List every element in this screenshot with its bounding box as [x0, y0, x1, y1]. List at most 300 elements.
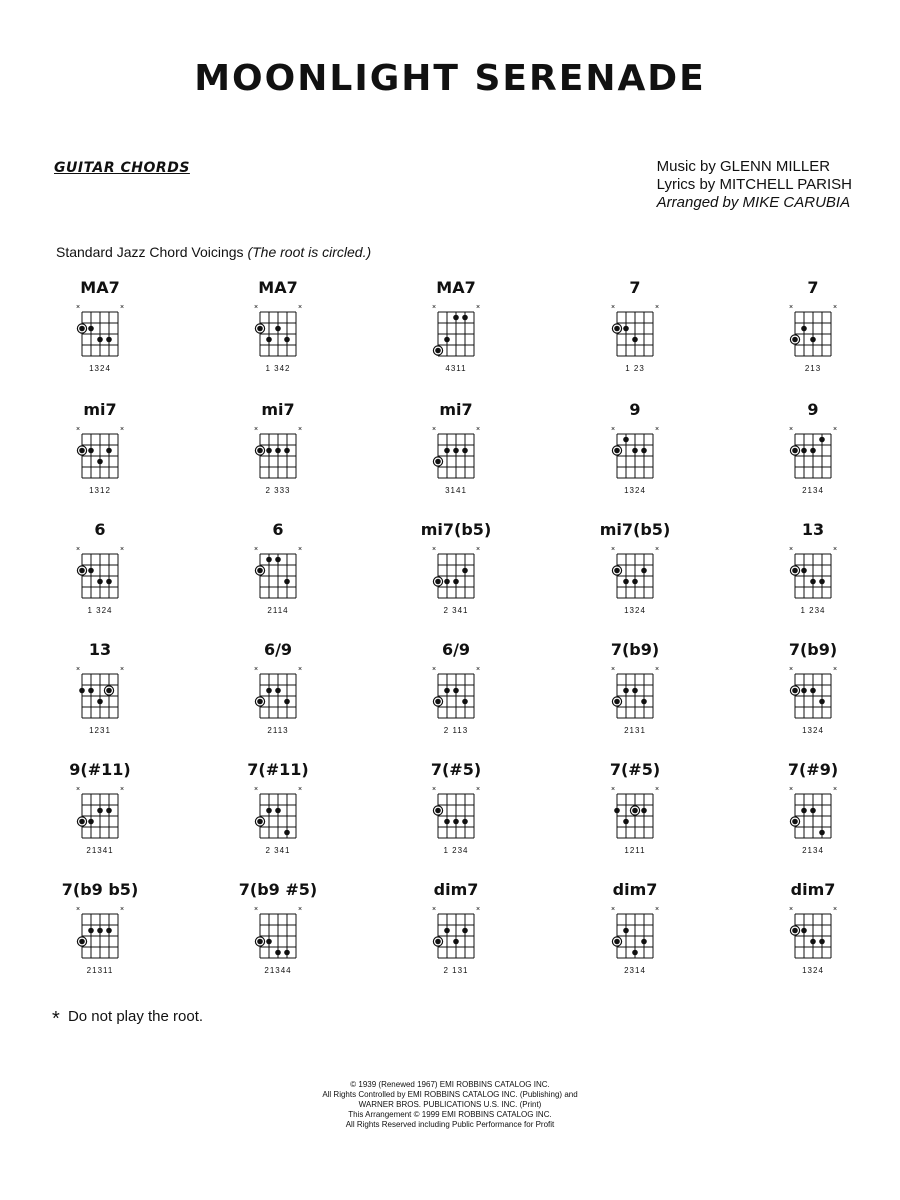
muted-string-mark: × — [610, 304, 616, 311]
finger-dot — [632, 448, 638, 454]
muted-string-mark: × — [119, 546, 125, 553]
fingering-numbers: 21311 — [86, 966, 114, 975]
finger-dot — [444, 819, 450, 825]
finger-dot — [257, 448, 263, 454]
fretboard-grid — [411, 902, 501, 964]
finger-dot — [462, 568, 468, 574]
muted-string-mark: × — [610, 546, 616, 553]
finger-dot — [97, 699, 103, 705]
chord-name: 6/9 — [263, 640, 293, 659]
finger-dot — [462, 928, 468, 934]
finger-dot — [614, 808, 620, 814]
fingering-numbers: 1 234 — [800, 606, 826, 615]
muted-string-mark: × — [832, 906, 838, 913]
fingering-numbers: 1 342 — [265, 364, 291, 373]
finger-dot — [97, 459, 103, 465]
finger-dot — [641, 699, 647, 705]
finger-dot — [444, 579, 450, 585]
finger-dot — [79, 448, 85, 454]
chord-diagram — [55, 278, 145, 388]
finger-dot — [614, 939, 620, 945]
fretboard-grid — [768, 300, 858, 362]
muted-string-mark: × — [75, 786, 81, 793]
finger-dot — [275, 688, 281, 694]
chord-name: MA7 — [80, 278, 120, 297]
finger-dot — [106, 579, 112, 585]
finger-dot — [641, 568, 647, 574]
fretboard-grid — [55, 300, 145, 362]
subtitle-note: (The root is circled.) — [247, 244, 372, 260]
muted-string-mark: × — [119, 304, 125, 311]
finger-dot — [435, 459, 441, 465]
chord-name: 7 — [629, 278, 641, 297]
finger-dot — [632, 808, 638, 814]
finger-dot — [266, 688, 272, 694]
muted-string-mark: × — [253, 546, 259, 553]
finger-dot — [79, 939, 85, 945]
finger-dot — [444, 337, 450, 343]
fretboard-grid — [768, 662, 858, 724]
fretboard-grid — [233, 422, 323, 484]
finger-dot — [88, 688, 94, 694]
finger-dot — [641, 939, 647, 945]
muted-string-mark: × — [297, 786, 303, 793]
finger-dot — [284, 579, 290, 585]
subtitle-main: Standard Jazz Chord Voicings — [56, 244, 244, 260]
finger-dot — [257, 939, 263, 945]
chord-diagram — [55, 640, 145, 750]
chord-diagram — [55, 520, 145, 630]
muted-string-mark: × — [610, 666, 616, 673]
finger-dot — [106, 448, 112, 454]
fretboard-grid — [233, 542, 323, 604]
fretboard-grid — [233, 300, 323, 362]
finger-dot — [453, 579, 459, 585]
finger-dot — [435, 699, 441, 705]
fingering-numbers: 2134 — [802, 486, 824, 495]
muted-string-mark: × — [832, 426, 838, 433]
finger-dot — [257, 568, 263, 574]
finger-dot — [453, 315, 459, 321]
muted-string-mark: × — [75, 546, 81, 553]
chord-name: mi7 — [83, 400, 117, 419]
chord-diagram — [55, 880, 145, 990]
muted-string-mark: × — [431, 666, 437, 673]
music-credit: Music by GLENN MILLER — [656, 158, 831, 175]
finger-dot — [453, 819, 459, 825]
chord-name: 9 — [807, 400, 819, 419]
muted-string-mark: × — [654, 304, 660, 311]
finger-dot — [257, 819, 263, 825]
chord-diagram — [768, 880, 858, 990]
muted-string-mark: × — [788, 426, 794, 433]
fretboard-grid — [411, 542, 501, 604]
finger-dot — [444, 688, 450, 694]
muted-string-mark: × — [610, 426, 616, 433]
chord-name: dim7 — [612, 880, 658, 899]
finger-dot — [801, 808, 807, 814]
fingering-numbers: 2314 — [624, 966, 646, 975]
finger-dot — [623, 326, 629, 332]
chord-name: 13 — [88, 640, 112, 659]
finger-dot — [810, 808, 816, 814]
fretboard-grid — [768, 782, 858, 844]
fretboard-grid — [55, 662, 145, 724]
chord-name: 7(#5) — [609, 760, 661, 779]
finger-dot — [284, 950, 290, 956]
chord-name: dim7 — [790, 880, 836, 899]
finger-dot — [266, 337, 272, 343]
fretboard-grid — [590, 422, 680, 484]
muted-string-mark: × — [654, 666, 660, 673]
chord-name: 7(b9) — [788, 640, 838, 659]
chord-diagram — [411, 640, 501, 750]
fingering-numbers: 2 131 — [443, 966, 469, 975]
finger-dot — [275, 326, 281, 332]
muted-string-mark: × — [431, 304, 437, 311]
page-title: MOONLIGHT SERENADE — [194, 58, 706, 99]
finger-dot — [266, 939, 272, 945]
fingering-numbers: 2 113 — [443, 726, 469, 735]
muted-string-mark: × — [119, 666, 125, 673]
fretboard-grid — [768, 902, 858, 964]
fretboard-grid — [768, 542, 858, 604]
finger-dot — [275, 950, 281, 956]
finger-dot — [623, 437, 629, 443]
fretboard-grid — [55, 902, 145, 964]
muted-string-mark: × — [832, 304, 838, 311]
fingering-numbers: 2134 — [802, 846, 824, 855]
muted-string-mark: × — [119, 906, 125, 913]
chord-diagram — [233, 880, 323, 990]
muted-string-mark: × — [832, 546, 838, 553]
fingering-numbers: 1312 — [89, 486, 111, 495]
muted-string-mark: × — [431, 906, 437, 913]
fingering-numbers: 3141 — [445, 486, 467, 495]
finger-dot — [266, 808, 272, 814]
finger-dot — [810, 448, 816, 454]
finger-dot — [284, 830, 290, 836]
finger-dot — [801, 326, 807, 332]
muted-string-mark: × — [297, 546, 303, 553]
muted-string-mark: × — [654, 786, 660, 793]
chord-name: dim7 — [433, 880, 479, 899]
muted-string-mark: × — [75, 304, 81, 311]
chord-name: 7(#5) — [430, 760, 482, 779]
chord-diagram — [590, 880, 680, 990]
finger-dot — [106, 688, 112, 694]
chord-diagram — [55, 400, 145, 510]
finger-dot — [801, 688, 807, 694]
muted-string-mark: × — [654, 426, 660, 433]
finger-dot — [79, 688, 85, 694]
fretboard-grid — [590, 542, 680, 604]
fingering-numbers: 1 234 — [443, 846, 469, 855]
chord-name: mi7(b5) — [599, 520, 671, 539]
fretboard-grid — [590, 662, 680, 724]
chord-diagram — [768, 640, 858, 750]
muted-string-mark: × — [654, 906, 660, 913]
chord-name: mi7(b5) — [420, 520, 492, 539]
muted-string-mark: × — [431, 786, 437, 793]
fingering-numbers: 1324 — [802, 966, 824, 975]
chord-diagram — [590, 278, 680, 388]
arranger-credit: Arranged by MIKE CARUBIA — [656, 194, 851, 211]
finger-dot — [79, 568, 85, 574]
muted-string-mark: × — [475, 666, 481, 673]
fingering-numbers: 2113 — [267, 726, 289, 735]
footnote — [52, 1008, 203, 1031]
fretboard-grid — [411, 422, 501, 484]
muted-string-mark: × — [253, 666, 259, 673]
copyright-line: WARNER BROS. PUBLICATIONS U.S. INC. (Print) — [358, 1100, 542, 1109]
chord-name: 7(#9) — [787, 760, 839, 779]
chord-name: 7(b9 b5) — [61, 880, 139, 899]
finger-dot — [106, 928, 112, 934]
muted-string-mark: × — [475, 786, 481, 793]
chord-name: mi7 — [439, 400, 473, 419]
muted-string-mark: × — [788, 666, 794, 673]
lyrics-credit: Lyrics by MITCHELL PARISH — [656, 176, 852, 193]
finger-dot — [453, 939, 459, 945]
finger-dot — [623, 928, 629, 934]
finger-dot — [792, 448, 798, 454]
finger-dot — [88, 928, 94, 934]
muted-string-mark: × — [788, 786, 794, 793]
finger-dot — [819, 830, 825, 836]
fingering-numbers: 21344 — [264, 966, 292, 975]
chord-diagram — [411, 880, 501, 990]
finger-dot — [97, 928, 103, 934]
fingering-numbers: 1211 — [624, 846, 646, 855]
finger-dot — [810, 939, 816, 945]
fretboard-grid — [590, 902, 680, 964]
muted-string-mark: × — [119, 786, 125, 793]
footnote-text: Do not play the root. — [67, 1008, 204, 1025]
finger-dot — [810, 688, 816, 694]
finger-dot — [97, 337, 103, 343]
fretboard-grid — [590, 300, 680, 362]
finger-dot — [284, 448, 290, 454]
muted-string-mark: × — [788, 304, 794, 311]
finger-dot — [97, 579, 103, 585]
finger-dot — [614, 326, 620, 332]
muted-string-mark: × — [610, 786, 616, 793]
finger-dot — [801, 568, 807, 574]
finger-dot — [266, 448, 272, 454]
finger-dot — [792, 568, 798, 574]
muted-string-mark: × — [654, 546, 660, 553]
chord-diagram — [233, 520, 323, 630]
finger-dot — [106, 337, 112, 343]
chord-name: 6 — [272, 520, 284, 539]
copyright-line: All Rights Controlled by EMI ROBBINS CATALOG INC. (Publishing) and — [322, 1090, 578, 1099]
fingering-numbers: 213 — [804, 364, 822, 373]
finger-dot — [641, 448, 647, 454]
finger-dot — [435, 808, 441, 814]
finger-dot — [275, 808, 281, 814]
finger-dot — [284, 337, 290, 343]
chord-diagram — [233, 400, 323, 510]
chord-diagram — [411, 278, 501, 388]
chord-name: mi7 — [261, 400, 295, 419]
finger-dot — [462, 315, 468, 321]
chord-diagram — [590, 400, 680, 510]
copyright-line: All Rights Reserved including Public Performance for Profit — [345, 1120, 555, 1129]
chord-diagram — [55, 760, 145, 870]
footnote-symbol: * — [52, 1008, 60, 1030]
finger-dot — [819, 579, 825, 585]
chord-name: 7(b9) — [610, 640, 660, 659]
muted-string-mark: × — [832, 786, 838, 793]
finger-dot — [453, 448, 459, 454]
chord-name: MA7 — [258, 278, 298, 297]
copyright-line: © 1939 (Renewed 1967) EMI ROBBINS CATALOG INC. — [350, 1080, 550, 1089]
muted-string-mark: × — [475, 906, 481, 913]
finger-dot — [632, 688, 638, 694]
fingering-numbers: 2 341 — [443, 606, 469, 615]
finger-dot — [257, 699, 263, 705]
fretboard-grid — [55, 422, 145, 484]
finger-dot — [106, 808, 112, 814]
chord-diagram — [768, 760, 858, 870]
finger-dot — [97, 808, 103, 814]
section-label: GUITAR CHORDS — [54, 160, 190, 176]
finger-dot — [88, 568, 94, 574]
finger-dot — [462, 819, 468, 825]
fretboard-grid — [411, 782, 501, 844]
finger-dot — [435, 348, 441, 354]
chord-name: 6 — [94, 520, 106, 539]
chord-diagram — [411, 520, 501, 630]
finger-dot — [641, 808, 647, 814]
finger-dot — [614, 568, 620, 574]
fretboard-grid — [233, 782, 323, 844]
muted-string-mark: × — [297, 304, 303, 311]
chord-diagram — [590, 640, 680, 750]
chord-diagram — [411, 400, 501, 510]
chord-diagram — [590, 760, 680, 870]
copyright-line: This Arrangement © 1999 EMI ROBBINS CATALOG INC. — [348, 1110, 552, 1119]
chord-name: 13 — [801, 520, 825, 539]
muted-string-mark: × — [253, 426, 259, 433]
chord-diagram — [233, 278, 323, 388]
fretboard-grid — [411, 300, 501, 362]
chord-diagram — [768, 400, 858, 510]
finger-dot — [257, 326, 263, 332]
fretboard-grid — [768, 422, 858, 484]
muted-string-mark: × — [75, 666, 81, 673]
muted-string-mark: × — [297, 666, 303, 673]
finger-dot — [435, 939, 441, 945]
finger-dot — [819, 699, 825, 705]
chord-diagram — [768, 278, 858, 388]
muted-string-mark: × — [297, 906, 303, 913]
fingering-numbers: 1231 — [89, 726, 111, 735]
muted-string-mark: × — [75, 426, 81, 433]
fingering-numbers: 4311 — [445, 364, 467, 373]
muted-string-mark: × — [610, 906, 616, 913]
chord-name: 9(#11) — [69, 760, 131, 779]
chord-name: 9 — [629, 400, 641, 419]
finger-dot — [88, 448, 94, 454]
fingering-numbers: 1 23 — [625, 364, 645, 373]
finger-dot — [819, 437, 825, 443]
finger-dot — [444, 448, 450, 454]
fretboard-grid — [590, 782, 680, 844]
chord-diagram — [768, 520, 858, 630]
finger-dot — [444, 928, 450, 934]
muted-string-mark: × — [431, 426, 437, 433]
fretboard-grid — [233, 662, 323, 724]
finger-dot — [462, 448, 468, 454]
muted-string-mark: × — [253, 304, 259, 311]
muted-string-mark: × — [475, 426, 481, 433]
chord-diagram — [233, 640, 323, 750]
finger-dot — [792, 337, 798, 343]
muted-string-mark: × — [475, 304, 481, 311]
muted-string-mark: × — [75, 906, 81, 913]
finger-dot — [79, 819, 85, 825]
fingering-numbers: 2131 — [624, 726, 646, 735]
chord-diagram — [411, 760, 501, 870]
finger-dot — [792, 819, 798, 825]
fingering-numbers: 2 341 — [265, 846, 291, 855]
finger-dot — [266, 557, 272, 563]
fingering-numbers: 1324 — [89, 364, 111, 373]
copyright-notice — [0, 1080, 900, 1130]
fretboard-grid — [55, 782, 145, 844]
finger-dot — [632, 579, 638, 585]
fingering-numbers: 21341 — [86, 846, 114, 855]
chord-name: 6/9 — [441, 640, 471, 659]
fretboard-grid — [411, 662, 501, 724]
finger-dot — [275, 448, 281, 454]
muted-string-mark: × — [475, 546, 481, 553]
chord-diagram — [233, 760, 323, 870]
muted-string-mark: × — [253, 786, 259, 793]
muted-string-mark: × — [431, 546, 437, 553]
finger-dot — [462, 699, 468, 705]
finger-dot — [819, 939, 825, 945]
finger-dot — [632, 337, 638, 343]
finger-dot — [275, 557, 281, 563]
finger-dot — [623, 819, 629, 825]
finger-dot — [79, 326, 85, 332]
chord-name: MA7 — [436, 278, 476, 297]
muted-string-mark: × — [788, 906, 794, 913]
finger-dot — [801, 928, 807, 934]
fretboard-grid — [55, 542, 145, 604]
chord-name: 7(b9 #5) — [238, 880, 318, 899]
finger-dot — [88, 326, 94, 332]
finger-dot — [792, 688, 798, 694]
finger-dot — [810, 337, 816, 343]
chord-name: 7(#11) — [247, 760, 309, 779]
fingering-numbers: 2 333 — [265, 486, 291, 495]
finger-dot — [88, 819, 94, 825]
finger-dot — [614, 448, 620, 454]
muted-string-mark: × — [297, 426, 303, 433]
fingering-numbers: 1324 — [624, 486, 646, 495]
muted-string-mark: × — [253, 906, 259, 913]
finger-dot — [623, 579, 629, 585]
muted-string-mark: × — [119, 426, 125, 433]
finger-dot — [792, 928, 798, 934]
finger-dot — [453, 688, 459, 694]
finger-dot — [810, 579, 816, 585]
finger-dot — [284, 699, 290, 705]
